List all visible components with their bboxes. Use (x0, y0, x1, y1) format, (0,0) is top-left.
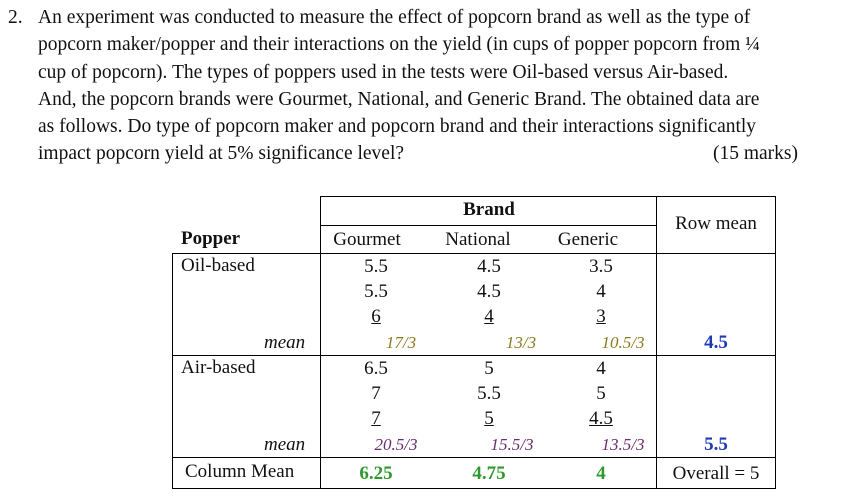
value-cell: 5.5 (364, 256, 388, 277)
value-cell: 5.5 (364, 281, 388, 302)
value-cell: 5 (484, 358, 494, 379)
column-mean-gourmet: 6.25 (359, 463, 393, 484)
value-cell: 4 (484, 306, 494, 327)
row-label-air: Air-based (181, 357, 256, 378)
marks-label: (15 marks) (712, 143, 798, 165)
table-line (320, 196, 321, 488)
mean-label: mean (264, 332, 306, 353)
table-line (172, 457, 776, 458)
table-line (172, 355, 776, 356)
popper-header: Popper (181, 228, 241, 249)
cell-mean-oil: 17/3 (385, 333, 417, 352)
value-cell: 7 (371, 408, 381, 429)
value-cell: 6.5 (364, 358, 388, 379)
question-line: impact popcorn yield at 5% significance level? (38, 143, 405, 165)
row-mean-air: 5.5 (704, 434, 728, 455)
value-cell: 4.5 (477, 256, 501, 277)
value-cell: 5.5 (477, 383, 501, 404)
brand-national-header: National (445, 229, 511, 250)
row-mean-oil: 4.5 (704, 332, 728, 353)
cell-mean-oil: 13/3 (505, 333, 537, 352)
row-label-oil: Oil-based (181, 255, 255, 276)
row-mean-header: Row mean (675, 213, 757, 234)
cell-mean-oil: 10.5/3 (601, 333, 645, 352)
table-line (775, 196, 776, 488)
column-mean-generic: 4 (596, 463, 606, 484)
mean-label: mean (264, 434, 306, 455)
question-number: 2. (8, 7, 23, 28)
brand-gourmet-header: Gourmet (333, 229, 401, 250)
brand-generic-header: Generic (557, 229, 619, 250)
value-cell: 5 (596, 383, 606, 404)
value-cell: 4.5 (477, 281, 501, 302)
overall-mean: Overall = 5 (672, 463, 760, 484)
table-line (172, 488, 776, 489)
brand-header: Brand (463, 199, 515, 220)
value-cell: 5 (484, 408, 494, 429)
value-cell: 3 (596, 306, 606, 327)
question-line: popcorn maker/popper and their interactions on the yield (in cups of popper popcorn from ¼ (38, 34, 760, 56)
value-cell: 3.5 (589, 256, 613, 277)
question-line: as follows. Do type of popcorn maker and popcorn brand and their interactions significantly (38, 116, 757, 138)
table-line (320, 196, 776, 197)
table-line (172, 253, 776, 254)
table-line (656, 196, 657, 488)
cell-mean-air: 20.5/3 (374, 435, 418, 454)
value-cell: 4 (596, 281, 606, 302)
value-cell: 7 (371, 383, 381, 404)
value-cell: 6 (371, 306, 381, 327)
value-cell: 4 (596, 358, 606, 379)
table-line (320, 225, 656, 226)
table-line (172, 253, 173, 488)
cell-mean-air: 13.5/3 (601, 435, 645, 454)
cell-mean-air: 15.5/3 (490, 435, 534, 454)
column-mean-national: 4.75 (472, 463, 506, 484)
question-line: And, the popcorn brands were Gourmet, National, and Generic Brand. The obtained data are (38, 88, 760, 110)
question-line: An experiment was conducted to measure the effect of popcorn brand as well as the type of (38, 7, 751, 28)
question-line: cup of popcorn). The types of poppers used in the tests were Oil-based versus Air-based. (38, 61, 729, 83)
value-cell: 4.5 (589, 408, 613, 429)
column-mean-label: Column Mean (185, 461, 295, 482)
